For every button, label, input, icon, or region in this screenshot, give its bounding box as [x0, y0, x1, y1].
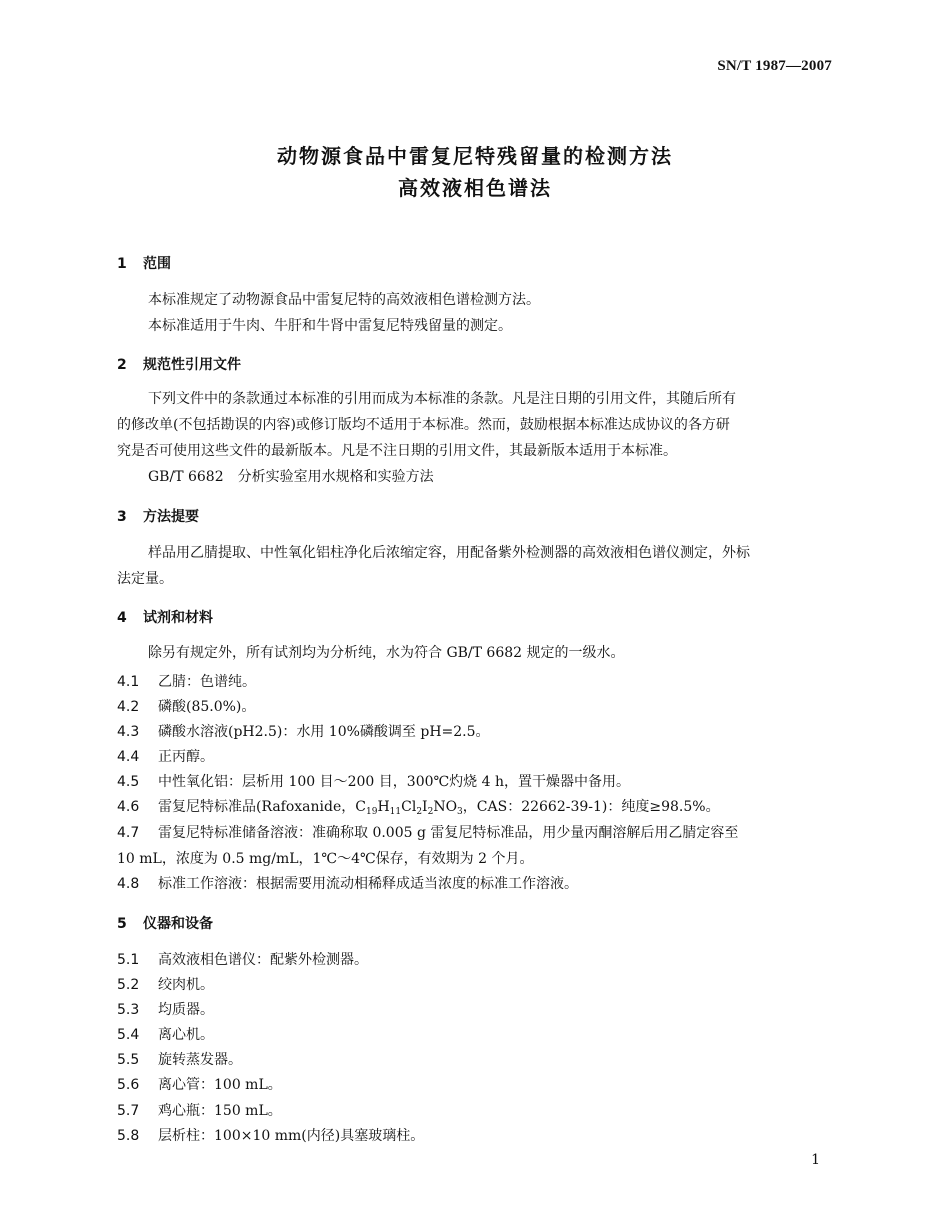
paragraph-line: 样品用乙腈提取、中性氧化铝柱净化后浓缩定容，用配备紫外检测器的高效液相色谱仪测定，外标: [148, 545, 750, 561]
list-item-continuation: 10 mL，浓度为 0.5 mg/mL，1℃～4℃保存，有效期为 2 个月。: [117, 851, 534, 867]
list-item: 4.4 正丙醇。: [117, 749, 214, 765]
list-item: 5.3 均质器。: [117, 1002, 214, 1018]
section-3-heading: [117, 506, 199, 526]
section-title: 规范性引用文件: [143, 357, 241, 373]
list-item: 4.1 乙腈：色谱纯。: [117, 674, 256, 690]
section-1-heading: [117, 253, 171, 273]
list-item: 5.7 鸡心瓶：150 mL。: [117, 1103, 282, 1119]
page-number: 1: [811, 1152, 820, 1168]
list-item: 5.1 高效液相色谱仪：配紫外检测器。: [117, 952, 368, 968]
paragraph: 本标准适用于牛肉、牛肝和牛肾中雷复尼特残留量的测定。: [148, 318, 512, 334]
list-item: 5.2 绞肉机。: [117, 977, 214, 993]
list-item: 4.6 雷复尼特标准品(Rafoxanide，$C_{19}H_{11}Cl_2I_2NO_3$，CAS：22662-39-1)：纯度≥98.5%。: [117, 799, 720, 817]
paragraph-line: 下列文件中的条款通过本标准的引用而成为本标准的条款。凡是注日期的引用文件，其随后所有: [148, 391, 736, 407]
section-4-heading: [117, 607, 213, 627]
paragraph-line: 的修改单(不包括勘误的内容)或修订版均不适用于本标准。然而，鼓励根据本标准达成协议的各方研: [117, 417, 730, 433]
section-2-heading: [117, 354, 241, 374]
paragraph: 本标准规定了动物源食品中雷复尼特的高效液相色谱检测方法。: [148, 292, 540, 308]
list-item: 5.8 层析柱：100×10 mm(内径)具塞玻璃柱。: [117, 1128, 425, 1144]
normative-reference: GB/T 6682 分析实验室用水规格和实验方法: [148, 469, 434, 485]
standard-code: SN/T 1987—2007: [717, 58, 832, 74]
paragraph-line: 法定量。: [117, 571, 173, 587]
list-item: 4.7 雷复尼特标准储备溶液：准确称取 0.005 g 雷复尼特标准品，用少量丙酮溶解后用乙腈定容至: [117, 825, 739, 841]
section-number: 2: [117, 357, 127, 373]
section-title: 方法提要: [143, 509, 199, 525]
section-title: 试剂和材料: [143, 610, 213, 626]
section-number: 3: [117, 509, 127, 525]
doc-subtitle: 高效液相色谱法: [398, 176, 552, 200]
paragraph: 除另有规定外，所有试剂均为分析纯，水为符合 GB/T 6682 规定的一级水。: [148, 645, 625, 661]
list-item: 4.8 标准工作溶液：根据需要用流动相稀释成适当浓度的标准工作溶液。: [117, 876, 578, 892]
section-number: 1: [117, 256, 127, 272]
list-item: 5.5 旋转蒸发器。: [117, 1052, 242, 1068]
section-title: 范围: [143, 256, 171, 272]
section-title: 仪器和设备: [143, 916, 213, 932]
list-item: 4.3 磷酸水溶液(pH2.5)：水用 10%磷酸调至 pH=2.5。: [117, 724, 490, 740]
section-number: 4: [117, 610, 127, 626]
list-item: 5.4 离心机。: [117, 1027, 214, 1043]
paragraph-line: 究是否可使用这些文件的最新版本。凡是不注日期的引用文件，其最新版本适用于本标准。: [117, 443, 677, 459]
doc-title: 动物源食品中雷复尼特残留量的检测方法: [277, 144, 673, 168]
section-number: 5: [117, 916, 127, 932]
list-item: 4.2 磷酸(85.0%)。: [117, 699, 256, 715]
list-item: 4.5 中性氧化铝：层析用 100 目～200 目，300℃灼烧 4 h，置干燥器中备用。: [117, 774, 630, 790]
list-item: 5.6 离心管：100 mL。: [117, 1077, 282, 1093]
section-5-heading: [117, 913, 213, 933]
